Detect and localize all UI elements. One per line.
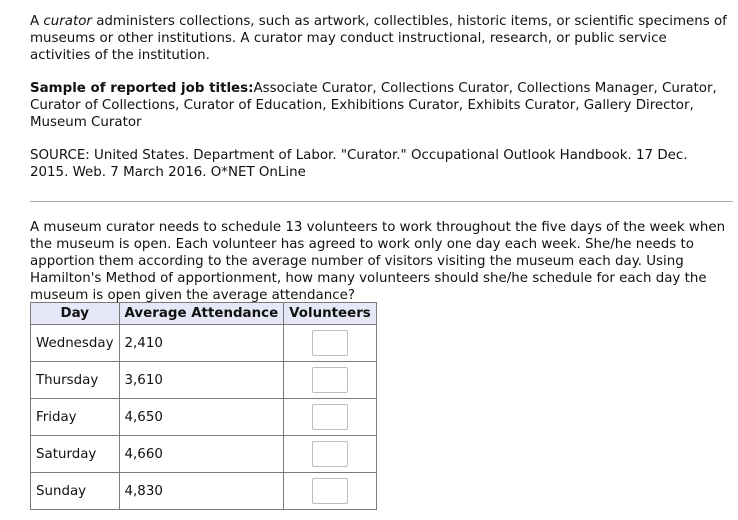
table-header-row — [31, 303, 377, 325]
day-cell: Wednesday — [31, 325, 120, 362]
volunteers-cell — [284, 325, 377, 362]
definition-rest: administers collections, such as artwork, collectibles, historic items, or scientific specimens of museums or other institutions. A curator may conduct instructional, research, or public service activities of the institution. — [30, 14, 727, 63]
volunteers-cell — [284, 473, 377, 510]
table-row — [31, 399, 377, 436]
volunteers-input-saturday[interactable] — [312, 441, 348, 467]
table-row — [31, 325, 377, 362]
day-cell: Thursday — [31, 362, 120, 399]
attendance-cell: 4,650 — [119, 399, 284, 436]
day-cell: Sunday — [31, 473, 120, 510]
problem-content — [30, 13, 730, 304]
header-day: Day — [31, 303, 120, 325]
question-text: A museum curator needs to schedule 13 volunteers to work throughout the five days of the week when the museum is open. Each volunteer has agreed to work only one day each week. She/he needs to apportion them according to the average number of visitors visiting the museum each day. Using Hamilton's Method of apportionment, how many volunteers should she/he schedule for each day the museum is open given the average attendance? — [30, 220, 726, 303]
volunteers-cell — [284, 362, 377, 399]
job-titles — [30, 80, 730, 131]
attendance-cell: 2,410 — [119, 325, 284, 362]
day-cell: Friday — [31, 399, 120, 436]
volunteers-cell — [284, 399, 377, 436]
volunteers-input-wednesday[interactable] — [312, 330, 348, 356]
attendance-cell: 4,830 — [119, 473, 284, 510]
job-titles-text: Associate Curator, Collections Curator, Collections Manager, Curator, Curator of Collections, Curator of Education, Exhibitions Curator, Exhibits Curator, Gallery Director, Museum Curator — [30, 81, 717, 130]
table-row — [31, 362, 377, 399]
volunteers-input-thursday[interactable] — [312, 367, 348, 393]
definition-term: curator — [43, 14, 92, 29]
header-average-attendance: Average Attendance — [119, 303, 284, 325]
table-row — [31, 473, 377, 510]
volunteers-input-sunday[interactable] — [312, 478, 348, 504]
curator-definition — [30, 13, 730, 64]
job-titles-label: Sample of reported job titles: — [30, 81, 254, 96]
attendance-cell: 3,610 — [119, 362, 284, 399]
definition-prefix: A — [30, 14, 44, 29]
table-row — [31, 436, 377, 473]
section-divider — [30, 201, 733, 202]
source-citation: SOURCE: United States. Department of Labor. "Curator." Occupational Outlook Handbook. 17 Dec. 2015. Web. 7 March 2016. O*NET OnLine — [30, 148, 688, 180]
attendance-cell: 4,660 — [119, 436, 284, 473]
volunteers-cell — [284, 436, 377, 473]
volunteers-table — [30, 302, 377, 510]
volunteers-input-friday[interactable] — [312, 404, 348, 430]
header-volunteers: Volunteers — [284, 303, 377, 325]
day-cell: Saturday — [31, 436, 120, 473]
